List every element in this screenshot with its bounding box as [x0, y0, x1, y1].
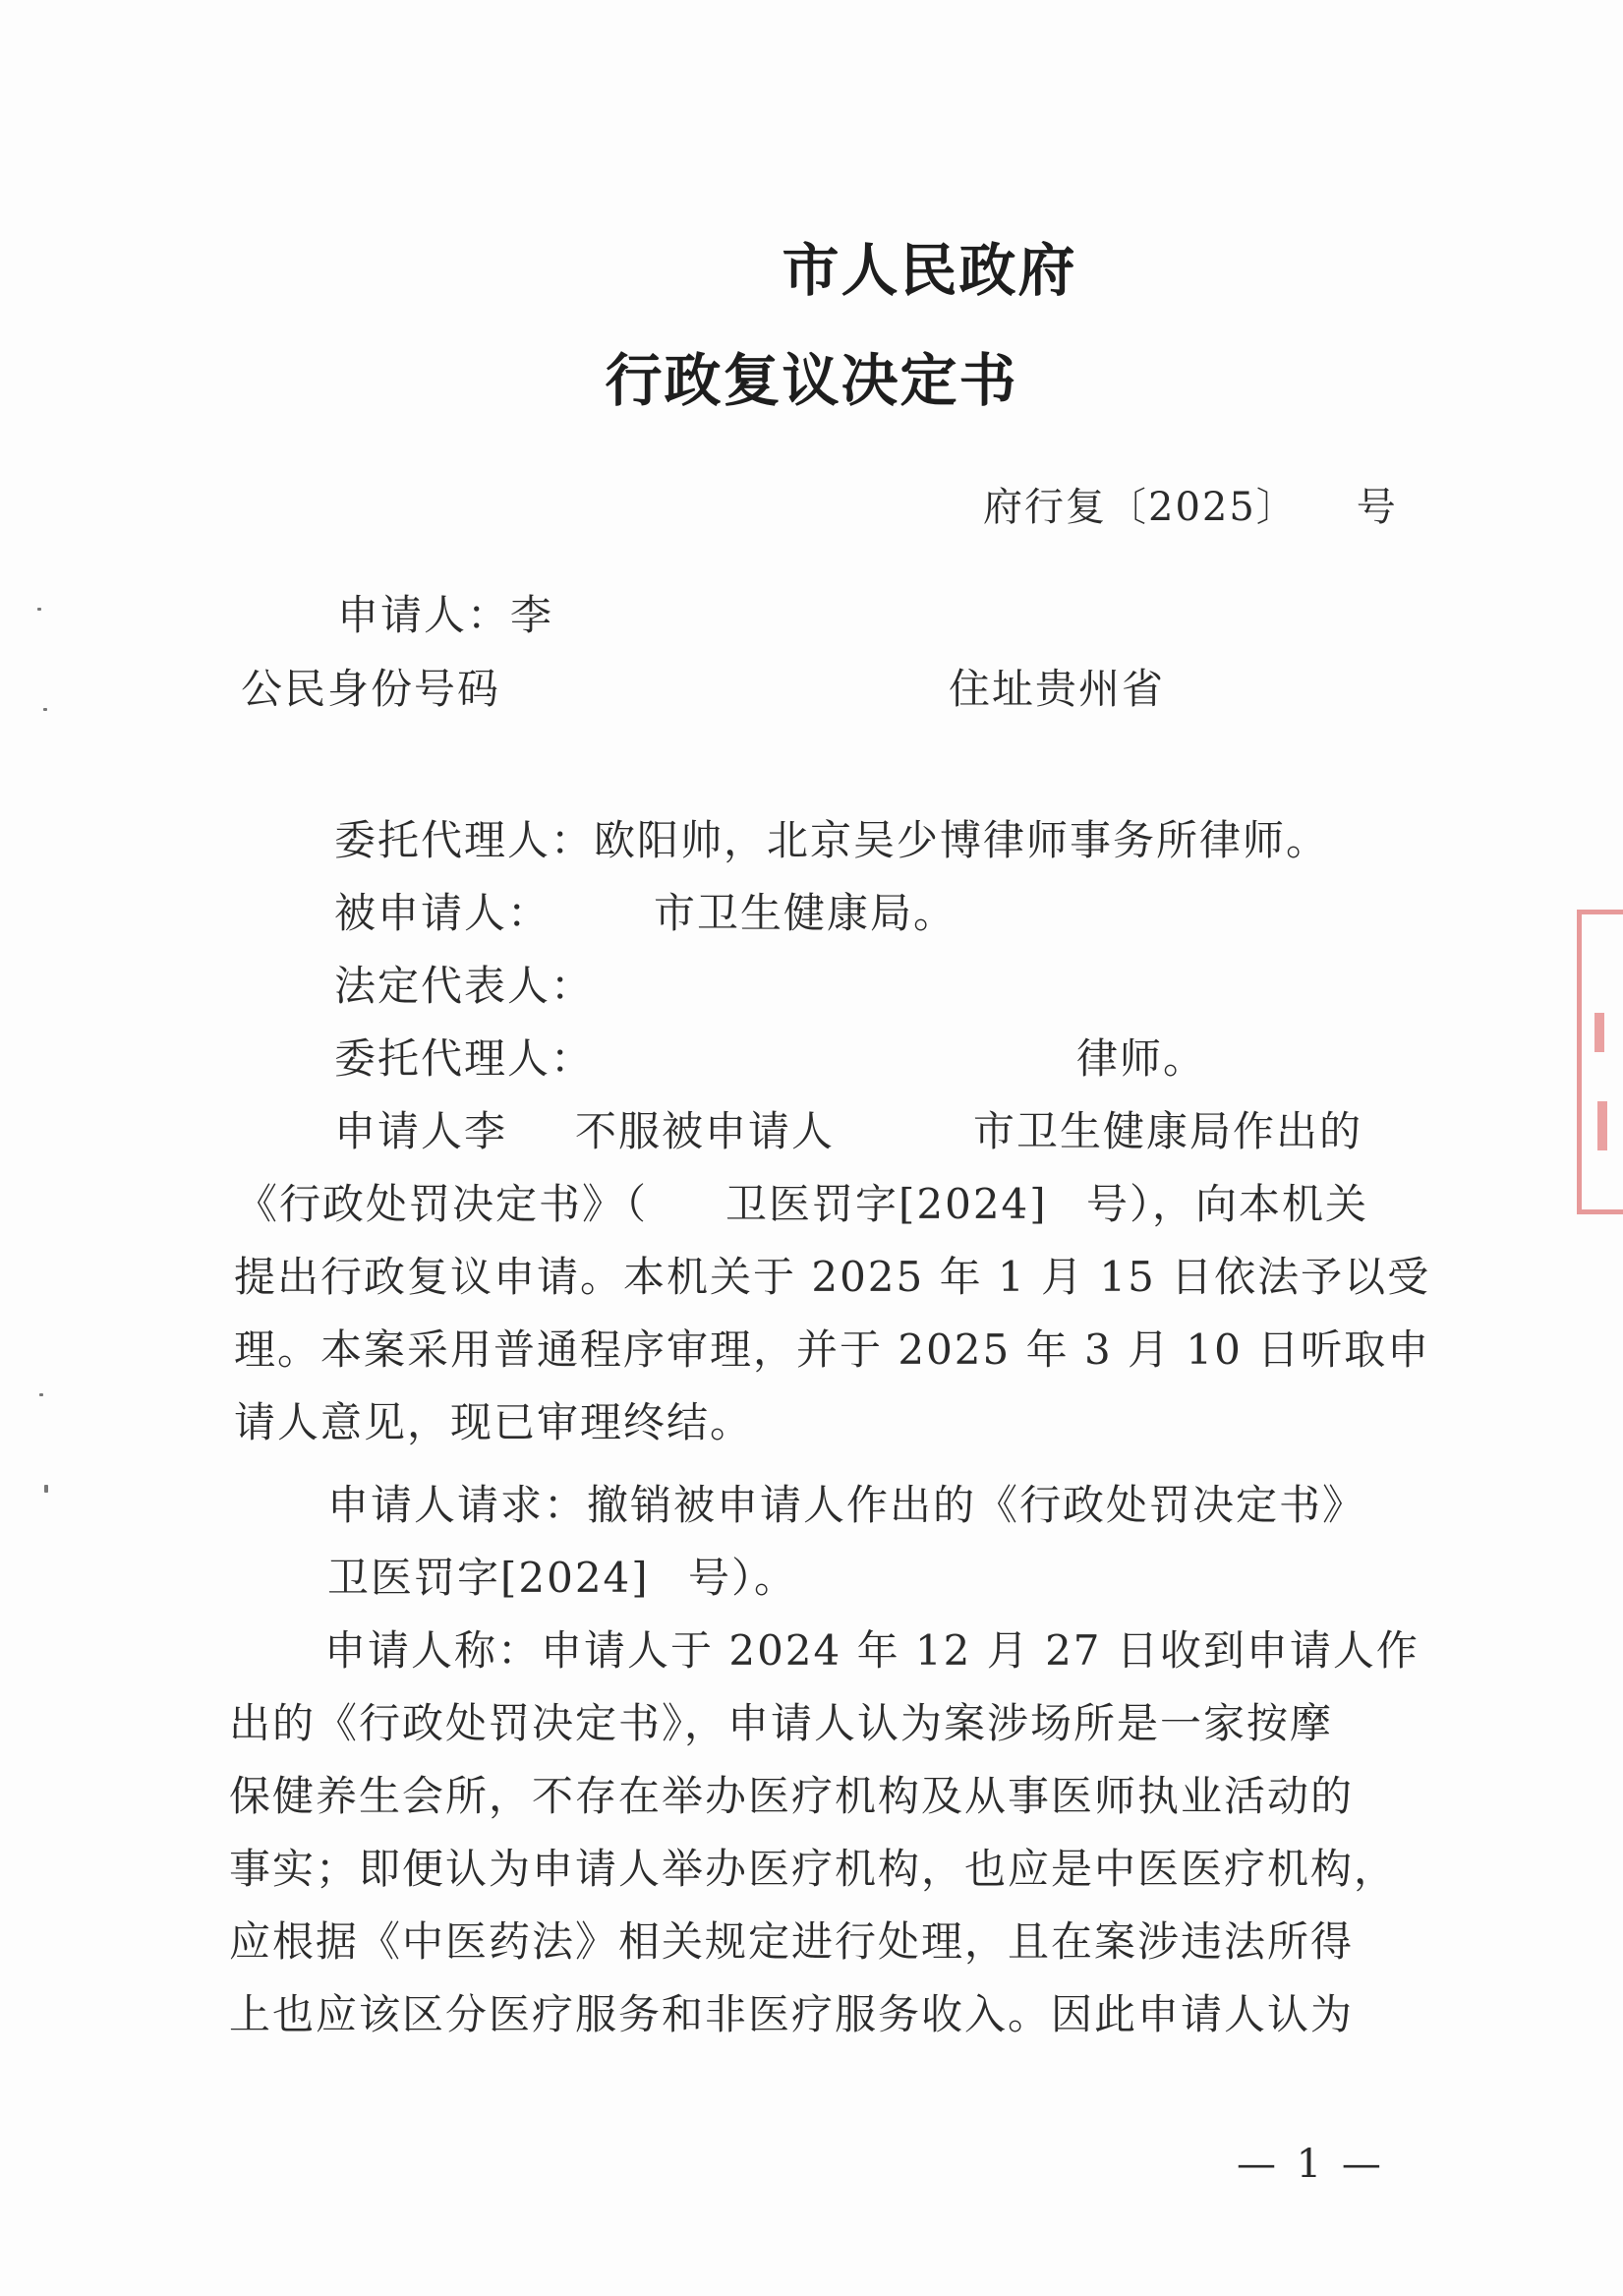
intro-line-3: 提出行政复议申请。本机关于 2025 年 1 月 15 日依法予以受: [234, 1253, 1431, 1301]
issuing-authority-title: 市人民政府: [782, 237, 1077, 304]
intro-line-5: 请人意见，现已审理终结。: [234, 1398, 754, 1446]
respondent-name: 市卫生健康局。: [654, 889, 957, 937]
scan-speck: [44, 1485, 48, 1493]
request-line-2a: 卫医罚字[2024]: [327, 1554, 650, 1602]
intro-line-2c: 号），向本机关: [1086, 1180, 1369, 1228]
scan-speck: [43, 708, 47, 711]
document-title: 行政复议决定书: [605, 347, 1018, 414]
request-line-1: 申请人请求：撤销被申请人作出的《行政处罚决定书》: [327, 1481, 1366, 1529]
document-number-suffix: 号: [1356, 485, 1398, 530]
intro-line-1c: 市卫生健康局作出的: [973, 1107, 1363, 1155]
intro-line-1a: 申请人李: [334, 1107, 508, 1155]
claim-line-3: 保健养生会所，不存在举办医疗机构及从事医师执业活动的: [229, 1772, 1355, 1820]
legal-representative-line: 法定代表人：: [334, 962, 595, 1010]
official-seal-fragment: [1577, 910, 1623, 1214]
intro-line-4: 理。本案采用普通程序审理，并于 2025 年 3 月 10 日听取申: [234, 1325, 1431, 1374]
intro-line-1b: 不服被申请人: [575, 1107, 836, 1155]
claim-line-1: 申请人称：申请人于 2024 年 12 月 27 日收到申请人作: [324, 1626, 1420, 1675]
applicant-agent-line: 委托代理人：欧阳帅，北京吴少博律师事务所律师。: [334, 816, 1330, 864]
applicant-line: 申请人：李: [337, 591, 554, 639]
document-number: [983, 476, 1398, 532]
respondent-agent-label: 委托代理人：: [334, 1034, 595, 1083]
respondent-agent-tail: 律师。: [1076, 1034, 1207, 1083]
claim-line-5: 应根据《中医药法》相关规定进行处理，且在案涉违法所得: [229, 1917, 1355, 1966]
scan-speck: [39, 1393, 43, 1396]
seal-mark: [1597, 1101, 1607, 1150]
intro-line-2b: 卫医罚字[2024]: [725, 1180, 1048, 1228]
scan-speck: [37, 608, 41, 611]
applicant-id-label: 公民身份号码: [241, 665, 501, 713]
seal-mark: [1594, 1013, 1604, 1052]
claim-line-4: 事实；即便认为申请人举办医疗机构，也应是中医医疗机构，: [229, 1845, 1398, 1893]
claim-line-2: 出的《行政处罚决定书》，申请人认为案涉场所是一家按摩: [229, 1699, 1334, 1747]
page-number: — 1 —: [1237, 2142, 1385, 2187]
respondent-label: 被申请人：: [334, 889, 551, 937]
intro-line-2a: 《行政处罚决定书》（: [236, 1180, 649, 1228]
claim-line-6: 上也应该区分医疗服务和非医疗服务收入。因此申请人认为: [229, 1990, 1355, 2038]
applicant-address: 住址贵州省: [949, 665, 1166, 713]
request-line-2b: 号）。: [688, 1554, 798, 1602]
document-number-prefix: 府行复〔2025〕: [983, 485, 1298, 530]
